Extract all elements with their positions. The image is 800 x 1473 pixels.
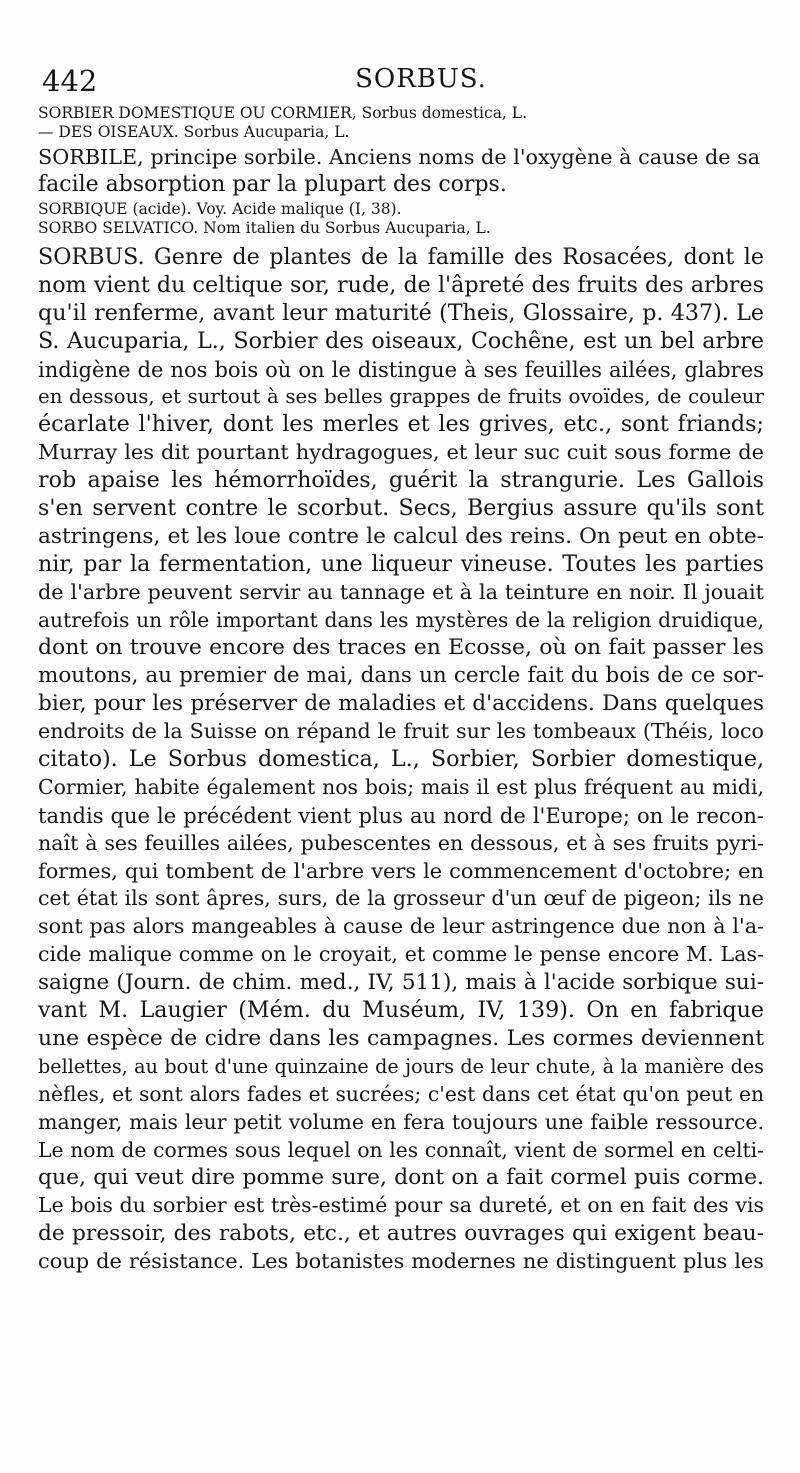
text-line: écarlate l'hiver, dont les merles et les grives, etc., sont friands;: [38, 411, 764, 438]
text-line: citato). Le Sorbus domestica, L., Sorbier, Sorbier domestique,: [38, 746, 764, 773]
running-head: SORBUS.: [355, 64, 487, 94]
text-line: Murray les dit pourtant hydragogues, et leur suc cuit sous forme de: [38, 440, 764, 465]
text-line: une espèce de cidre dans les campagnes. Les cormes deviennent: [38, 1025, 764, 1051]
text-line: cide malique comme on le croyait, et comme le pense encore M. Las-: [38, 942, 764, 967]
text-line: rob apaise les hémorrhoïdes, guérit la strangurie. Les Gallois: [38, 467, 764, 494]
text-line: en dessous, et surtout à ses belles grappes de fruits ovoïdes, de couleur: [38, 385, 764, 409]
text-line: formes, qui tombent de l'arbre vers le commencement d'octobre; en: [38, 858, 764, 883]
text-line: naît à ses feuilles ailées, pubescentes en dessous, et à ses fruits pyri-: [38, 830, 764, 855]
text-line: sont pas alors mangeables à cause de leur astringence due non à l'a-: [38, 914, 764, 939]
text-line: coup de résistance. Les botanistes modernes ne distinguent plus les: [38, 1249, 764, 1274]
entry-sorbique: SORBIQUE (acide). Voy. Acide malique (I, 38).: [38, 200, 402, 218]
entry-sorbile-line-2: facile absorption par la plupart des corps.: [38, 172, 507, 197]
text-line: nom vient du celtique sor, rude, de l'âpreté des fruits des arbres: [38, 271, 764, 298]
entry-sorbile-line-1: SORBILE, principe sorbile. Anciens noms de l'oxygène à cause de sa: [38, 145, 761, 169]
text-line: manger, mais leur petit volume en fera toujours une faible ressource.: [38, 1109, 764, 1134]
text-line: bier, pour les préserver de maladies et d'accidens. Dans quelques: [38, 691, 764, 717]
text-line: dont on trouve encore des traces en Ecosse, où on fait passer les: [38, 635, 764, 661]
text-line: tandis que le précédent vient plus au nord de l'Europe; on le recon-: [38, 802, 764, 828]
text-line: S. Aucuparia, L., Sorbier des oiseaux, Cochêne, est un bel arbre: [38, 327, 764, 354]
text-line: cet état ils sont âpres, surs, de la grosseur d'un œuf de pigeon; ils ne: [38, 886, 764, 911]
text-line: indigène de nos bois où on le distingue à ses feuilles ailées, glabres: [38, 356, 764, 382]
text-line: SORBUS. Genre de plantes de la famille des Rosacées, dont le: [38, 244, 764, 270]
short-entries: [38, 104, 764, 238]
entry-sorbier-domestique: SORBIER DOMESTIQUE OU CORMIER, Sorbus domestica, L.: [38, 104, 528, 122]
entry-sorbus-main: [38, 244, 764, 1276]
text-line: Le bois du sorbier est très-estimé pour sa dureté, et on en fait des vis: [38, 1193, 764, 1218]
page-header: [38, 64, 764, 104]
text-line: autrefois un rôle important dans les mystères de la religion druidique,: [38, 607, 764, 632]
page-number: 442: [42, 64, 98, 98]
text-line: nèfles, et sont alors fades et sucrées; c'est dans cet état qu'on peut en: [38, 1081, 764, 1106]
text-line: moutons, au premier de mai, dans un cercle fait du bois de ce sor-: [38, 663, 764, 689]
text-line: nir, par la fermentation, une liqueur vineuse. Toutes les parties: [38, 550, 764, 577]
entry-sorbier-des-oiseaux: — DES OISEAUX. Sorbus Aucuparia, L.: [38, 123, 350, 141]
text-line: saigne (Journ. de chim. med., IV, 511), mais à l'acide sorbique sui-: [38, 970, 764, 996]
text-line: Le nom de cormes sous lequel on les connaît, vient de sormel en celti-: [38, 1137, 764, 1162]
text-line: astringens, et les loue contre le calcul des reins. On peut en obte-: [38, 523, 764, 549]
entry-sorbo-selvatico: SORBO SELVATICO. Nom italien du Sorbus Aucuparia, L.: [38, 219, 491, 237]
text-line: s'en servent contre le scorbut. Secs, Bergius assure qu'ils sont: [38, 495, 764, 522]
text-line: endroits de la Suisse on répand le fruit sur les tombeaux (Théis, loco: [38, 719, 764, 744]
text-line: de pressoir, des rabots, etc., et autres ouvrages qui exigent beau-: [38, 1221, 764, 1247]
text-line: Cormier, habite également nos bois; mais il est plus fréquent au midi,: [38, 774, 764, 799]
text-line: vant M. Laugier (Mém. du Muséum, IV, 139). On en fabrique: [38, 997, 764, 1024]
text-line: qu'il renferme, avant leur maturité (Theis, Glossaire, p. 437). Le: [38, 299, 764, 326]
text-line: de l'arbre peuvent servir au tannage et à la teinture en noir. Il jouait: [38, 579, 764, 604]
text-line: que, qui veut dire pomme sure, dont on a fait cormel puis corme.: [38, 1165, 764, 1191]
text-line: bellettes, au bout d'une quinzaine de jours de leur chute, à la manière des: [38, 1054, 764, 1078]
